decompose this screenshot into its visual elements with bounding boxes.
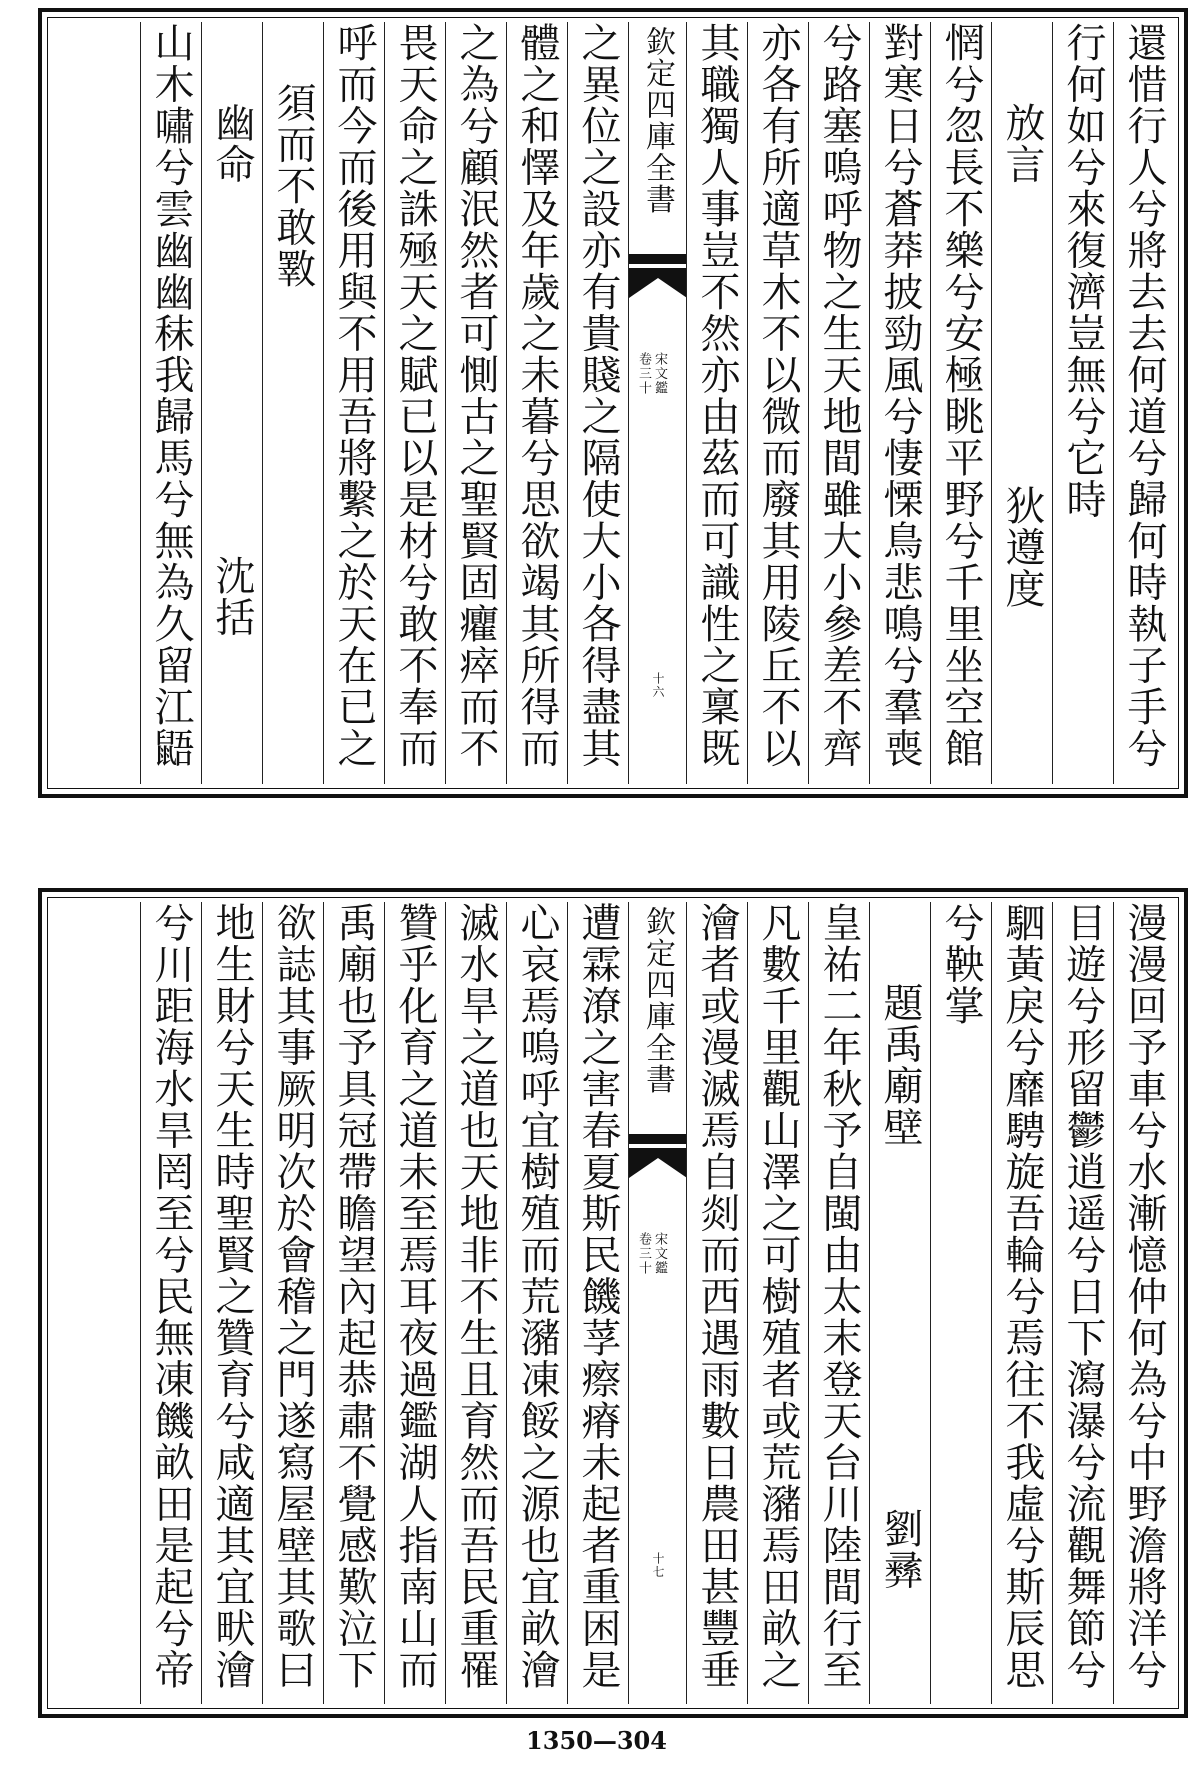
text-column: 呼而今而後用與不用吾將繫之於天在已之	[323, 22, 384, 784]
fold-volume: 卷三十	[636, 1232, 651, 1276]
text-column	[262, 22, 323, 784]
text-column: 兮鞅掌	[930, 902, 991, 1704]
text-column: 漫漫回予車兮水漸憶仲何為兮中野澹將洋兮	[1113, 902, 1174, 1704]
text-column: 畏天命之誅殛天之賦已以是材兮敢不奉而	[384, 22, 445, 784]
text-column: 亦各有所適草木不以微而廢其用陵丘不以	[747, 22, 808, 784]
text-column: 惘兮忽長不樂兮安極眺平野兮千里坐空館	[930, 22, 991, 784]
text-column: 兮路塞嗚呼物之生天地間雖大小參差不齊	[808, 22, 869, 784]
fishtail-mark-icon	[629, 1134, 686, 1178]
page-footer-number: 1350—304	[526, 1726, 667, 1755]
text-column: 贊乎化育之道未至焉耳夜過鑑湖人指南山而	[384, 902, 445, 1704]
text-column: 駟黃戾兮靡騁旋吾輪兮焉往不我虛兮斯辰思	[991, 902, 1052, 1704]
fold-volume: 卷三十	[636, 352, 651, 396]
fishtail-mark-icon	[629, 254, 686, 298]
text-columns	[52, 22, 1174, 784]
text-column: 地生財兮天生時聖賢之贊育兮咸適其宜畎澮	[201, 902, 262, 1704]
fold-meta	[635, 352, 667, 396]
text-column: 對寒日兮蒼莽披勁風兮悽慄鳥悲鳴兮羣喪	[869, 22, 930, 784]
text-columns	[52, 902, 1174, 1704]
center-fold	[628, 22, 686, 784]
fold-heading: 欽定四庫全書	[640, 906, 675, 1095]
fold-heading: 欽定四庫全書	[640, 26, 675, 215]
text-column: 山木嘯兮雲幽幽秣我歸馬兮無為久留江鼯	[140, 22, 201, 784]
text-column: 滅水旱之道也天地非不生且育然而吾民重罹	[445, 902, 506, 1704]
fold-page-number: 十六	[651, 672, 665, 699]
poem-author: 沈括	[209, 555, 255, 638]
text-column: 澮者或漫滅焉自剡而西遇雨數日農田甚豐垂	[686, 902, 747, 1704]
poem-title: 題禹廟壁	[877, 982, 923, 1148]
poem-title: 幽命	[209, 102, 255, 185]
text-column: 其職獨人事豈不然亦由茲而可識性之稟既	[686, 22, 747, 784]
text-column: 還惜行人兮將去去何道兮歸何時執子手兮	[1113, 22, 1174, 784]
text-column: 禹廟也予具冠帶瞻望內起恭肅不覺感歎泣下	[323, 902, 384, 1704]
text-column: 行何如兮來復濟豈無兮它時	[1052, 22, 1113, 784]
poem-title-column	[869, 902, 930, 1704]
poem-title-column	[991, 22, 1052, 784]
text-column: 遭霖潦之害春夏斯民饑莩瘵瘠未起者重困是	[567, 902, 628, 1704]
text-column: 凡數千里觀山澤之可樹殖者或荒瀦焉田畝之	[747, 902, 808, 1704]
poem-title-column	[201, 22, 262, 784]
center-fold	[628, 902, 686, 1704]
page-lower	[38, 888, 1188, 1718]
poem-title: 放言	[999, 102, 1045, 185]
page-upper	[38, 8, 1188, 798]
fold-book-title: 宋文鑑	[652, 1232, 667, 1276]
fold-meta	[635, 1232, 667, 1276]
poem-author: 劉彞	[877, 1508, 923, 1591]
text-column: 皇祐二年秋予自閩由太末登天台川陸間行至	[808, 902, 869, 1704]
text-column: 兮川距海水旱罔至兮民無凍饑畝田是起兮帝	[140, 902, 201, 1704]
text-column-indented: 須而不敢斁	[270, 82, 316, 290]
text-column: 之為兮顧泯然者可惻古之聖賢固癯瘁而不	[445, 22, 506, 784]
text-column: 體之和懌及年歲之未暮兮思欲竭其所得而	[506, 22, 567, 784]
text-column: 心哀焉嗚呼宜樹殖而荒瀦凍餒之源也宜畝澮	[506, 902, 567, 1704]
text-column: 目遊兮形留鬱逍遥兮日下瀉瀑兮流觀舞節兮	[1052, 902, 1113, 1704]
fold-page-number: 十七	[651, 1552, 665, 1579]
text-column: 之異位之設亦有貴賤之隔使大小各得盡其	[567, 22, 628, 784]
poem-author: 狄遵度	[999, 485, 1045, 610]
text-column: 欲誌其事厥明次於會稽之門遂寫屋壁其歌曰	[262, 902, 323, 1704]
fold-book-title: 宋文鑑	[652, 352, 667, 396]
